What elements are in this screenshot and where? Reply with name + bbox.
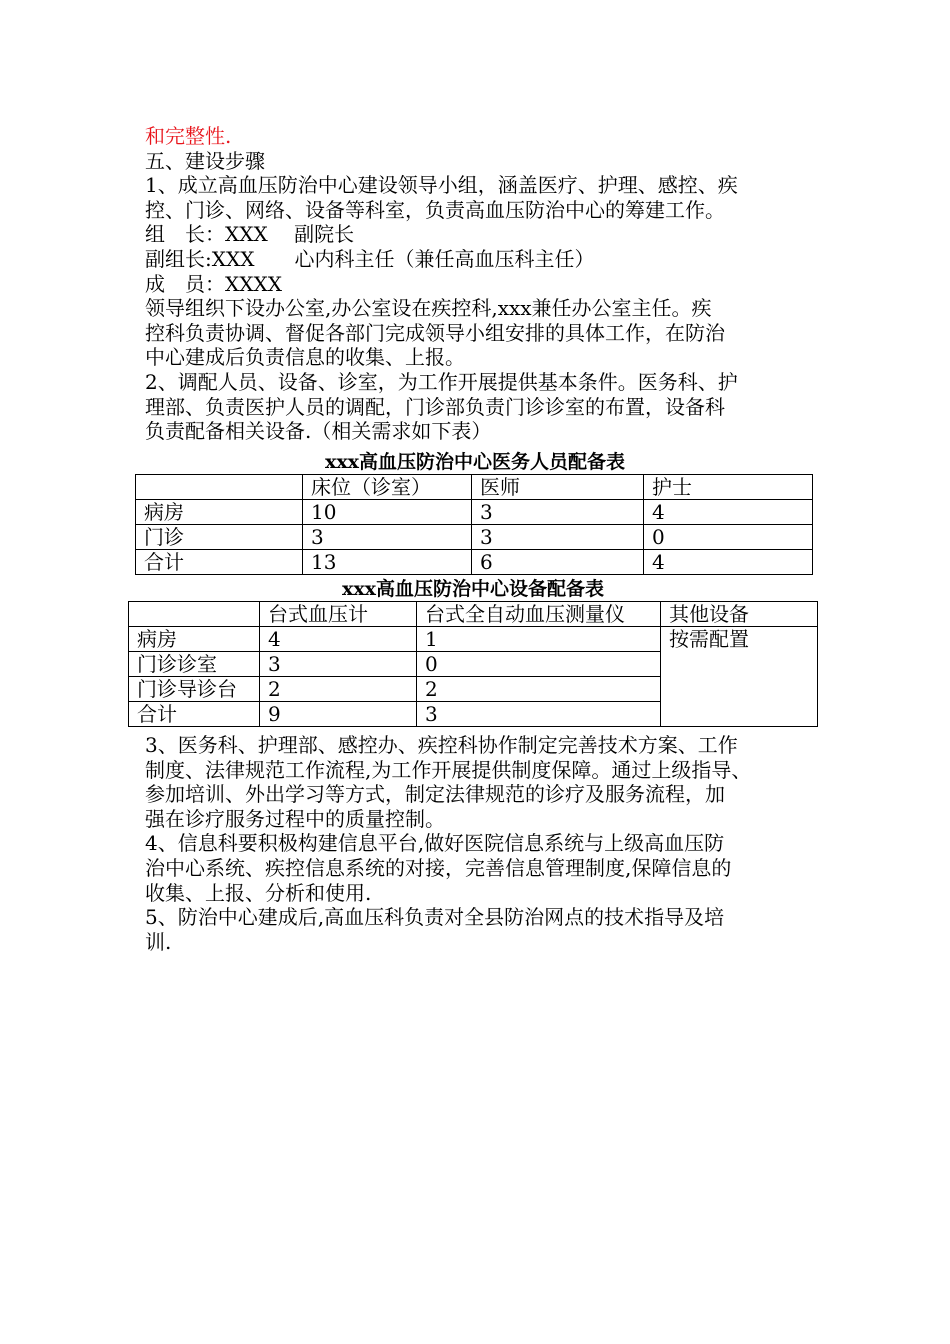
table-cell: 9	[260, 702, 417, 727]
table-cell: 4	[260, 627, 417, 652]
text-line: 治中心系统、疾控信息系统的对接，完善信息管理制度,保障信息的	[145, 855, 732, 880]
table-cell: 合计	[129, 702, 260, 727]
table-cell: 2	[260, 677, 417, 702]
table-cell: 3	[303, 525, 472, 550]
text-line: 5、防治中心建成后,高血压科负责对全县防治网点的技术指导及培	[145, 905, 725, 930]
other-equipment-cell: 按需配置	[661, 627, 818, 727]
table-cell: 6	[472, 550, 644, 575]
table-cell: 护士	[644, 475, 813, 500]
equipment-table	[128, 601, 818, 727]
text-line: 收集、上报、分析和使用.	[145, 880, 372, 905]
table-cell: 3	[417, 702, 661, 727]
table-row	[129, 627, 818, 652]
bottom-text-block	[145, 733, 825, 954]
text-line: 制度、法律规范工作流程,为工作开展提供制度保障。通过上级指导、	[145, 757, 752, 782]
text-line: 3、医务科、护理部、感控办、疾控科协作制定完善技术方案、工作	[145, 733, 738, 757]
table-cell: 门诊诊室	[129, 652, 260, 677]
table-cell: 其他设备	[661, 602, 818, 627]
table-cell: 病房	[129, 627, 260, 652]
text-line: 控科负责协调、督促各部门完成领导小组安排的具体工作，在防治	[145, 320, 725, 345]
table-cell: 床位（诊室）	[303, 475, 472, 500]
text-line: 1、成立高血压防治中心建设领导小组，涵盖医疗、护理、感控、疾	[145, 173, 738, 198]
table-cell	[136, 475, 303, 500]
table-cell: 0	[417, 652, 661, 677]
table-header-row	[129, 602, 818, 627]
table-cell: 台式全自动血压测量仪	[417, 602, 661, 627]
text-line: 副组长:XXX 心内科主任（兼任高血压科主任）	[145, 246, 595, 271]
table-cell: 门诊导诊台	[129, 677, 260, 702]
table-cell: 1	[417, 627, 661, 652]
table-cell: 3	[260, 652, 417, 677]
text-line: 2、调配人员、设备、诊室，为工作开展提供基本条件。医务科、护	[145, 369, 738, 394]
table-cell: 13	[303, 550, 472, 575]
table-cell: 合计	[136, 550, 303, 575]
text-line: 中心建成后负责信息的收集、上报。	[145, 345, 465, 370]
table-row	[136, 550, 813, 575]
table-cell: 3	[472, 500, 644, 525]
text-line: 参加培训、外出学习等方式，制定法律规范的诊疗及服务流程，加	[145, 782, 725, 807]
table-cell: 2	[417, 677, 661, 702]
table-cell: 台式血压计	[260, 602, 417, 627]
equipment-table-title: xxx高血压防治中心设备配备表	[342, 578, 604, 600]
table-cell: 门诊	[136, 525, 303, 550]
text-line: 负责配备相关设备.（相关需求如下表）	[145, 419, 492, 444]
table-cell: 4	[644, 550, 813, 575]
staff-table	[135, 474, 813, 575]
text-line: 成 员：XXXX	[145, 271, 282, 296]
table-row	[136, 500, 813, 525]
text-line: 4、信息科要积极构建信息平台,做好医院信息系统与上级高血压防	[145, 831, 725, 856]
text-line: 理部、负责医护人员的调配，门诊部负责门诊诊室的布置，设备科	[145, 394, 725, 419]
table-cell	[129, 602, 260, 627]
staff-table-title: xxx高血压防治中心医务人员配备表	[325, 451, 625, 473]
text-line: 组 长：XXX 副院长	[145, 222, 355, 247]
text-line: 训.	[145, 929, 172, 954]
text-line: 五、建设步骤	[145, 148, 265, 173]
table-cell: 3	[472, 525, 644, 550]
table-cell: 10	[303, 500, 472, 525]
text-line: 领导组织下设办公室,办公室设在疾控科,xxx兼任办公室主任。疾	[145, 296, 712, 321]
red-line: 和完整性.	[145, 124, 232, 148]
text-line: 强在诊疗服务过程中的质量控制。	[145, 806, 445, 831]
table-cell: 4	[644, 500, 813, 525]
table-cell: 0	[644, 525, 813, 550]
top-text-block	[145, 124, 825, 444]
text-line: 控、门诊、网络、设备等科室，负责高血压防治中心的筹建工作。	[145, 197, 725, 222]
table-cell: 病房	[136, 500, 303, 525]
table-cell: 医师	[472, 475, 644, 500]
table-row	[136, 525, 813, 550]
table-header-row	[136, 475, 813, 500]
